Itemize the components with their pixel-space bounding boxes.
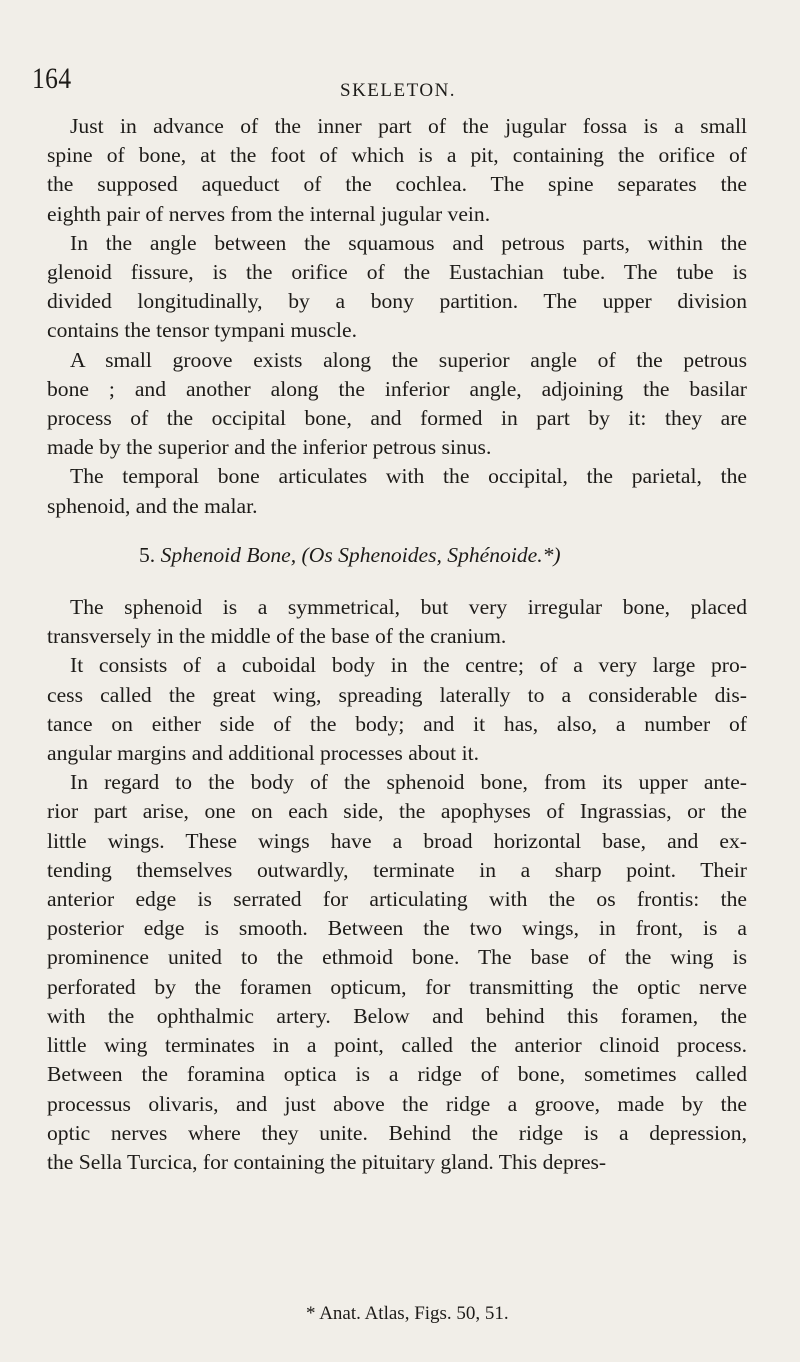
section-number: 5. <box>139 542 156 567</box>
section-latin-names: (Os Sphenoides, Sphénoide.*) <box>301 542 561 567</box>
text-line: perforated by the foramen opticum, for transmitting the optic nerve <box>47 974 747 999</box>
text-line: In the angle between the squamous and petrous parts, within the <box>70 230 747 255</box>
paragraph <box>47 229 747 346</box>
section-heading <box>47 541 747 570</box>
text-line: angular margins and additional processes about it. <box>47 741 479 766</box>
paragraph <box>47 346 747 463</box>
paragraph <box>47 462 747 520</box>
paragraph <box>47 651 747 768</box>
text-line: rior part arise, one on each side, the apophyses of Ingrassias, or the <box>47 799 747 824</box>
text-line: little wing terminates in a point, called the anterior clinoid process. <box>47 1033 747 1058</box>
text-line: cess called the great wing, spreading laterally to a considerable dis- <box>47 682 747 707</box>
text-line: contains the tensor tympani muscle. <box>47 318 358 343</box>
text-line: eighth pair of nerves from the internal jugular vein. <box>47 201 491 226</box>
paragraphs-after <box>47 593 747 1177</box>
paragraphs-before <box>47 112 747 521</box>
text-line: spine of bone, at the foot of which is a pit, containing the orifice of <box>47 143 747 168</box>
text-line: Just in advance of the inner part of the jugular fossa is a small <box>70 114 747 138</box>
text-line: transversely in the middle of the base of the cranium. <box>47 624 507 649</box>
text-line: made by the superior and the inferior petrous sinus. <box>47 435 492 460</box>
text-line: tance on either side of the body; and it has, also, a number of <box>47 711 747 736</box>
text-line: the supposed aqueduct of the cochlea. The spine separates the <box>47 172 747 197</box>
text-line: In regard to the body of the sphenoid bone, from its upper ante- <box>70 770 747 795</box>
text-line: anterior edge is serrated for articulating with the os frontis: the <box>47 887 747 912</box>
paragraph <box>47 593 747 651</box>
text-line: the Sella Turcica, for containing the pituitary gland. This depres- <box>47 1149 607 1174</box>
text-line: with the ophthalmic artery. Below and behind this foramen, the <box>47 1003 747 1028</box>
text-line: sphenoid, and the malar. <box>47 493 258 518</box>
text-line: The temporal bone articulates with the occipital, the parietal, the <box>70 464 747 489</box>
paragraph <box>47 768 747 1177</box>
page-number: 164 <box>32 62 72 95</box>
text-line: posterior edge is smooth. Between the two wings, in front, is a <box>47 916 747 941</box>
text-line: prominence united to the ethmoid bone. The base of the wing is <box>47 945 747 970</box>
footnote: * Anat. Atlas, Figs. 50, 51. <box>306 1303 509 1324</box>
text-line: It consists of a cuboidal body in the centre; of a very large pro- <box>70 653 747 678</box>
text-line: process of the occipital bone, and formed in part by it: they are <box>47 406 747 431</box>
text-line: little wings. These wings have a broad horizontal base, and ex- <box>47 828 747 853</box>
body-text <box>47 112 747 1177</box>
text-line: A small groove exists along the superior angle of the petrous <box>70 347 747 372</box>
text-line: glenoid fissure, is the orifice of the Eustachian tube. The tube is <box>47 260 747 285</box>
text-line: divided longitudinally, by a bony partition. The upper division <box>47 289 747 314</box>
text-line: bone ; and another along the inferior angle, adjoining the basilar <box>47 376 747 401</box>
page-header <box>0 62 800 102</box>
text-line: Between the foramina optica is a ridge of bone, sometimes called <box>47 1062 747 1087</box>
text-line: tending themselves outwardly, terminate in a sharp point. Their <box>47 857 747 882</box>
text-line: processus olivaris, and just above the ridge a groove, made by the <box>47 1091 747 1116</box>
text-line: The sphenoid is a symmetrical, but very irregular bone, placed <box>70 595 747 620</box>
paragraph <box>47 112 747 229</box>
section-title: Sphenoid Bone, <box>160 542 297 567</box>
text-line: optic nerves where they unite. Behind the ridge is a depression, <box>47 1120 747 1145</box>
running-head: SKELETON. <box>340 80 457 101</box>
